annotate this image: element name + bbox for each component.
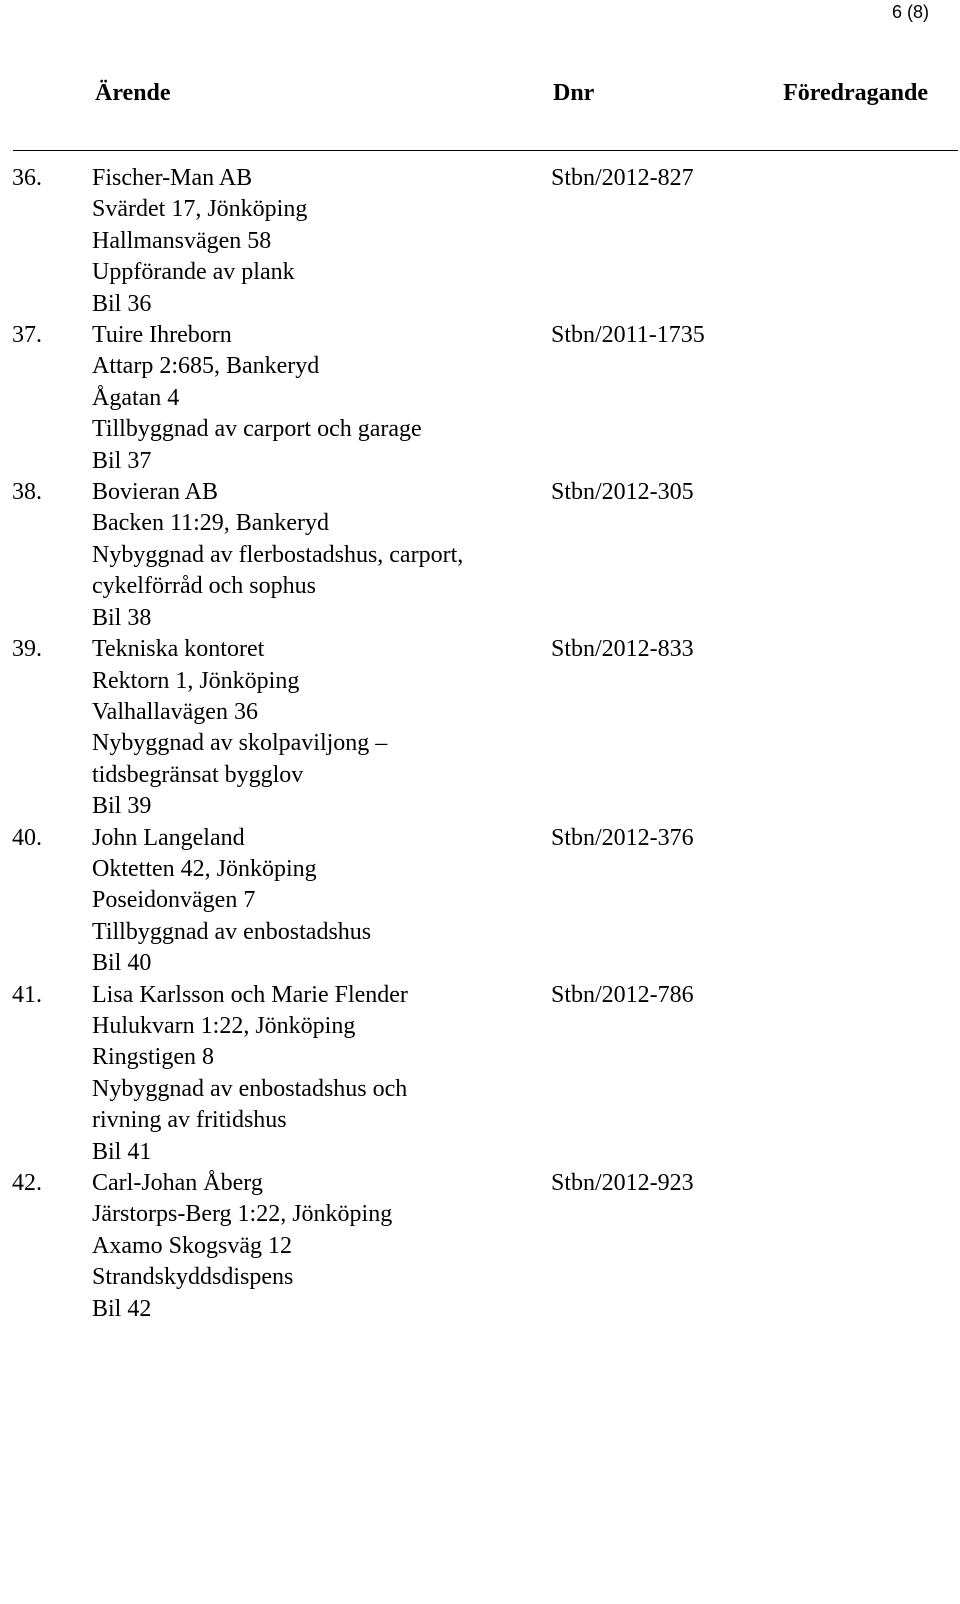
agenda-item-line: Axamo Skogsväg 12 [92, 1232, 292, 1259]
agenda-item-line: Bovieran AB [92, 479, 218, 506]
agenda-item-description [92, 980, 532, 1168]
agenda-item-line: Poseidonvägen 7 [92, 887, 256, 914]
agenda-item-line: cykelförråd och sophus [92, 573, 316, 600]
agenda-item-line: Tuire Ihreborn [92, 322, 232, 349]
agenda-item-line: Uppförande av plank [92, 259, 295, 286]
agenda-item-dnr: Stbn/2012-786 [551, 981, 694, 1008]
agenda-item-line: Attarp 2:685, Bankeryd [92, 353, 320, 380]
agenda-item-line: Bil 42 [92, 1295, 152, 1322]
agenda-item-description [92, 1168, 532, 1325]
agenda-item-line: Strandskyddsdispens [92, 1264, 294, 1291]
agenda-item-line: Svärdet 17, Jönköping [92, 196, 308, 223]
agenda-item-number: 36. [12, 165, 42, 191]
agenda-item-line: Bil 38 [92, 604, 152, 631]
agenda-item-number: 42. [12, 1170, 42, 1196]
agenda-item-line: Ågatan 4 [92, 384, 180, 411]
agenda-item-line: Bil 36 [92, 290, 152, 317]
agenda-item [0, 823, 960, 980]
agenda-item [0, 980, 960, 1168]
column-header-arende: Ärende [95, 80, 171, 106]
agenda-item-line: Nybyggnad av flerbostadshus, carport, [92, 541, 464, 568]
agenda-item-line: Carl-Johan Åberg [92, 1170, 263, 1196]
agenda-item [0, 320, 960, 477]
agenda-item-line: Hulukvarn 1:22, Jönköping [92, 1012, 356, 1039]
agenda-item-description [92, 163, 532, 320]
agenda-item-number: 40. [12, 824, 42, 851]
agenda-item-line: John Langeland [92, 824, 245, 851]
agenda-item-description [92, 634, 532, 822]
agenda-item-line: Tillbyggnad av enbostadshus [92, 918, 372, 945]
agenda-item-number: 37. [12, 322, 42, 349]
agenda-item-line: Tekniska kontoret [92, 636, 265, 663]
agenda-item-line: Lisa Karlsson och Marie Flender [92, 981, 408, 1008]
column-header [0, 76, 960, 110]
agenda-item-line: tidsbegränsat bygglov [92, 761, 304, 788]
agenda-item-dnr: Stbn/2012-833 [551, 636, 694, 663]
agenda-list [0, 163, 960, 1325]
agenda-item-dnr: Stbn/2012-923 [551, 1170, 694, 1196]
agenda-item-number: 39. [12, 636, 42, 663]
agenda-item-description [92, 477, 532, 634]
agenda-item-description [92, 320, 532, 477]
agenda-item [0, 477, 960, 634]
agenda-item-line: Rektorn 1, Jönköping [92, 667, 300, 694]
agenda-item-line: rivning av fritidshus [92, 1107, 287, 1134]
agenda-item-line: Bil 37 [92, 447, 152, 474]
agenda-item-dnr: Stbn/2011-1735 [551, 322, 705, 349]
header-divider [13, 150, 958, 151]
agenda-item-dnr: Stbn/2012-305 [551, 479, 694, 506]
agenda-item-line: Fischer-Man AB [92, 165, 253, 191]
agenda-item-line: Oktetten 42, Jönköping [92, 855, 317, 882]
agenda-item-line: Bil 39 [92, 793, 152, 820]
column-header-foredragande: Föredragande [783, 80, 928, 106]
agenda-item-line: Valhallavägen 36 [92, 698, 258, 725]
agenda-item [0, 163, 960, 320]
agenda-item-line: Järstorps-Berg 1:22, Jönköping [92, 1201, 393, 1228]
agenda-item-line: Nybyggnad av skolpaviljong – [92, 730, 388, 757]
agenda-item [0, 634, 960, 822]
agenda-item-line: Tillbyggnad av carport och garage [92, 416, 422, 443]
agenda-item-line: Nybyggnad av enbostadshus och [92, 1075, 408, 1102]
agenda-item [0, 1168, 960, 1325]
agenda-item-number: 38. [12, 479, 42, 506]
agenda-item-dnr: Stbn/2012-827 [551, 165, 694, 191]
agenda-item-line: Bil 40 [92, 950, 152, 977]
page-number: 6 (8) [891, 2, 929, 22]
agenda-item-line: Bil 41 [92, 1138, 152, 1165]
agenda-item-line: Hallmansvägen 58 [92, 227, 272, 254]
agenda-item-description [92, 823, 532, 980]
agenda-item-number: 41. [12, 981, 42, 1008]
agenda-item-line: Ringstigen 8 [92, 1044, 215, 1071]
agenda-item-dnr: Stbn/2012-376 [551, 824, 694, 851]
column-header-dnr: Dnr [553, 80, 595, 106]
agenda-item-line: Backen 11:29, Bankeryd [92, 510, 330, 537]
